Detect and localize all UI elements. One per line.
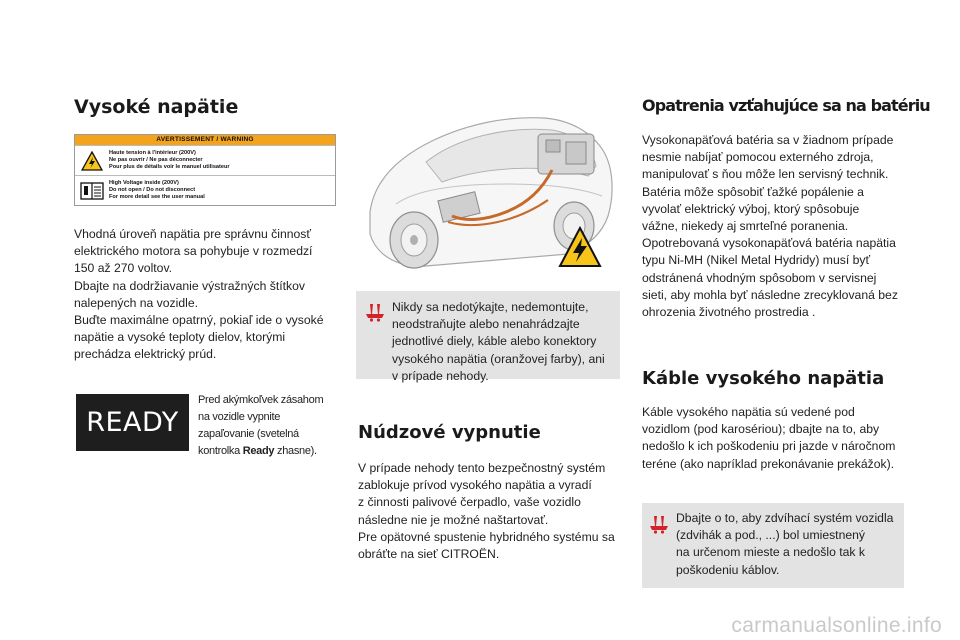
warning-sticker-en-line: For more detail see the user manual <box>109 194 205 200</box>
warning-box-lifting-system <box>642 503 904 588</box>
warning-line: poškodeniu káblov. <box>676 562 780 577</box>
paragraph-line: Vhodná úroveň napätia pre správnu činnosť <box>74 227 311 241</box>
paragraph-line: Buďte maximálne opatrný, pokiaľ ide o vysoké <box>74 313 324 328</box>
watermark: carmanualsonline.info <box>731 614 942 637</box>
hv-cables-paragraph <box>642 404 912 473</box>
paragraph-line: napätie a vysoké teploty dielov, ktorými <box>74 330 286 345</box>
warning-sticker-en-line: Do not open / Do not disconnect <box>109 187 196 193</box>
paragraph-line: Káble vysokého napätia sú vedené pod <box>642 405 855 419</box>
warning-line: na určenom mieste a nedošlo tak k <box>676 545 866 560</box>
paragraph-line: vyvolať elektrický výboj, ktorý spôsobuje <box>642 201 860 216</box>
paragraph-line: Batéria môže spôsobiť ťažké popálenie a <box>642 184 864 199</box>
warning-line: jednotlivé diely, káble alebo konektory <box>392 334 597 349</box>
paragraph-line: vážne, niekedy aj smrteľné poranenia. <box>642 219 849 234</box>
paragraph-line: Dbajte na dodržiavanie výstražných štítkov <box>74 278 305 293</box>
paragraph-line: nesmie nabíjať pomocou externého zdroja, <box>642 150 874 165</box>
section-title-emergency-shutdown: Núdzové vypnutie <box>358 422 541 443</box>
warning-line: Dbajte o to, aby zdvíhací systém vozidla <box>676 511 894 525</box>
warning-line: Nikdy sa nedotýkajte, nedemontujte, <box>392 300 589 314</box>
warning-sticker-fr-line: Pour plus de détails voir le manuel utilisateur <box>109 164 230 170</box>
warning-sticker-fr-line: Haute tension à l'intérieur (200V) <box>109 150 196 156</box>
paragraph-line: obráťte na sieť CITROËN. <box>358 547 500 562</box>
ready-note-bold: Ready <box>242 445 275 457</box>
paragraph-line: sieti, aby mohla byť následne zrecyklovaná bez <box>642 287 898 302</box>
paragraph-line: V prípade nehody tento bezpečnostný systém <box>358 461 606 475</box>
paragraph-line: Pre opätovné spustenie hybridného systému sa <box>358 529 615 544</box>
paragraph-line: prechádza elektrický prúd. <box>74 347 217 362</box>
user-manual-icon <box>75 177 109 205</box>
paragraph-line: z činnosti palivové čerpadlo, vaše vozidlo <box>358 495 581 510</box>
alert-exclamation-icon <box>649 514 669 534</box>
section-title-battery-precautions: Opatrenia vzťahujúce sa na batériu <box>642 96 930 115</box>
warning-sticker <box>74 134 336 206</box>
section-title-hv-cables: Káble vysokého napätia <box>642 368 885 389</box>
car-cutaway-illustration <box>356 104 622 300</box>
section-title-high-voltage: Vysoké napätie <box>74 96 239 118</box>
ready-indicator-badge: READY <box>76 394 189 451</box>
ready-note-line: zapaľovanie (svetelná <box>198 428 299 440</box>
warning-line: vysokého napätia (oranžovej farby), ani <box>392 351 605 366</box>
paragraph-line: elektrického motora sa pohybuje v rozmedzí <box>74 244 313 259</box>
high-voltage-triangle-icon <box>558 226 602 268</box>
warning-line: neodstraňujte alebo nenahrádzajte <box>392 317 580 332</box>
paragraph-line: Vysokonapäťová batéria sa v žiadnom prípade <box>642 133 894 147</box>
emergency-shutdown-paragraph <box>358 460 628 563</box>
paragraph-line: manipulovať s ňou môže len servisný technik. <box>642 167 889 182</box>
paragraph-line: ohrozenia životného prostredia . <box>642 305 816 320</box>
paragraph-line: zablokuje prívod vysokého napätia a vyradí <box>358 478 592 493</box>
paragraph-line: teréne (ako napríklad prekonávanie prekážok). <box>642 456 895 471</box>
warning-box-text <box>676 510 902 579</box>
paragraph-line: Opotrebovaná vysokonapäťová batéria napätia <box>642 236 896 251</box>
ready-note-line: Pred akýmkoľvek zásahom <box>198 394 324 406</box>
warning-sticker-en-line: High Voltage inside (200V) <box>109 180 179 186</box>
ready-note-suffix: zhasne). <box>274 445 317 457</box>
paragraph-line: následne nie je možné naštartovať. <box>358 512 549 527</box>
paragraph-line: nedošlo k ich poškodeniu pri jazde v náročnom <box>642 439 896 454</box>
ready-note-line <box>198 443 340 460</box>
paragraph-line: vozidlom (pod karosériou); dbajte na to, aby <box>642 422 880 437</box>
ready-note-line: na vozidle vypnite <box>198 411 281 423</box>
high-voltage-paragraph <box>74 226 344 364</box>
warning-line: (zdvihák a pod., ...) bol umiestnený <box>676 528 866 543</box>
ready-note <box>198 392 340 460</box>
warning-box-text <box>392 299 618 385</box>
alert-exclamation-icon <box>365 302 385 322</box>
ready-note-prefix: kontrolka <box>198 445 243 457</box>
battery-precautions-paragraph <box>642 132 912 321</box>
paragraph-line: typu Ni-MH (Nikel Metal Hydridy) musí byť <box>642 253 871 268</box>
paragraph-line: 150 až 270 voltov. <box>74 261 173 276</box>
warning-sticker-header: AVERTISSEMENT / WARNING <box>75 135 335 145</box>
warning-line: v prípade nehody. <box>392 368 489 383</box>
paragraph-line: nalepených na vozidle. <box>74 295 198 310</box>
paragraph-line: odstránená vhodným spôsobom v servisnej <box>642 270 877 285</box>
high-voltage-triangle-icon <box>75 147 109 175</box>
warning-box-do-not-touch <box>356 291 620 383</box>
warning-sticker-fr-line: Ne pas ouvrir / Ne pas déconnecter <box>109 157 203 163</box>
